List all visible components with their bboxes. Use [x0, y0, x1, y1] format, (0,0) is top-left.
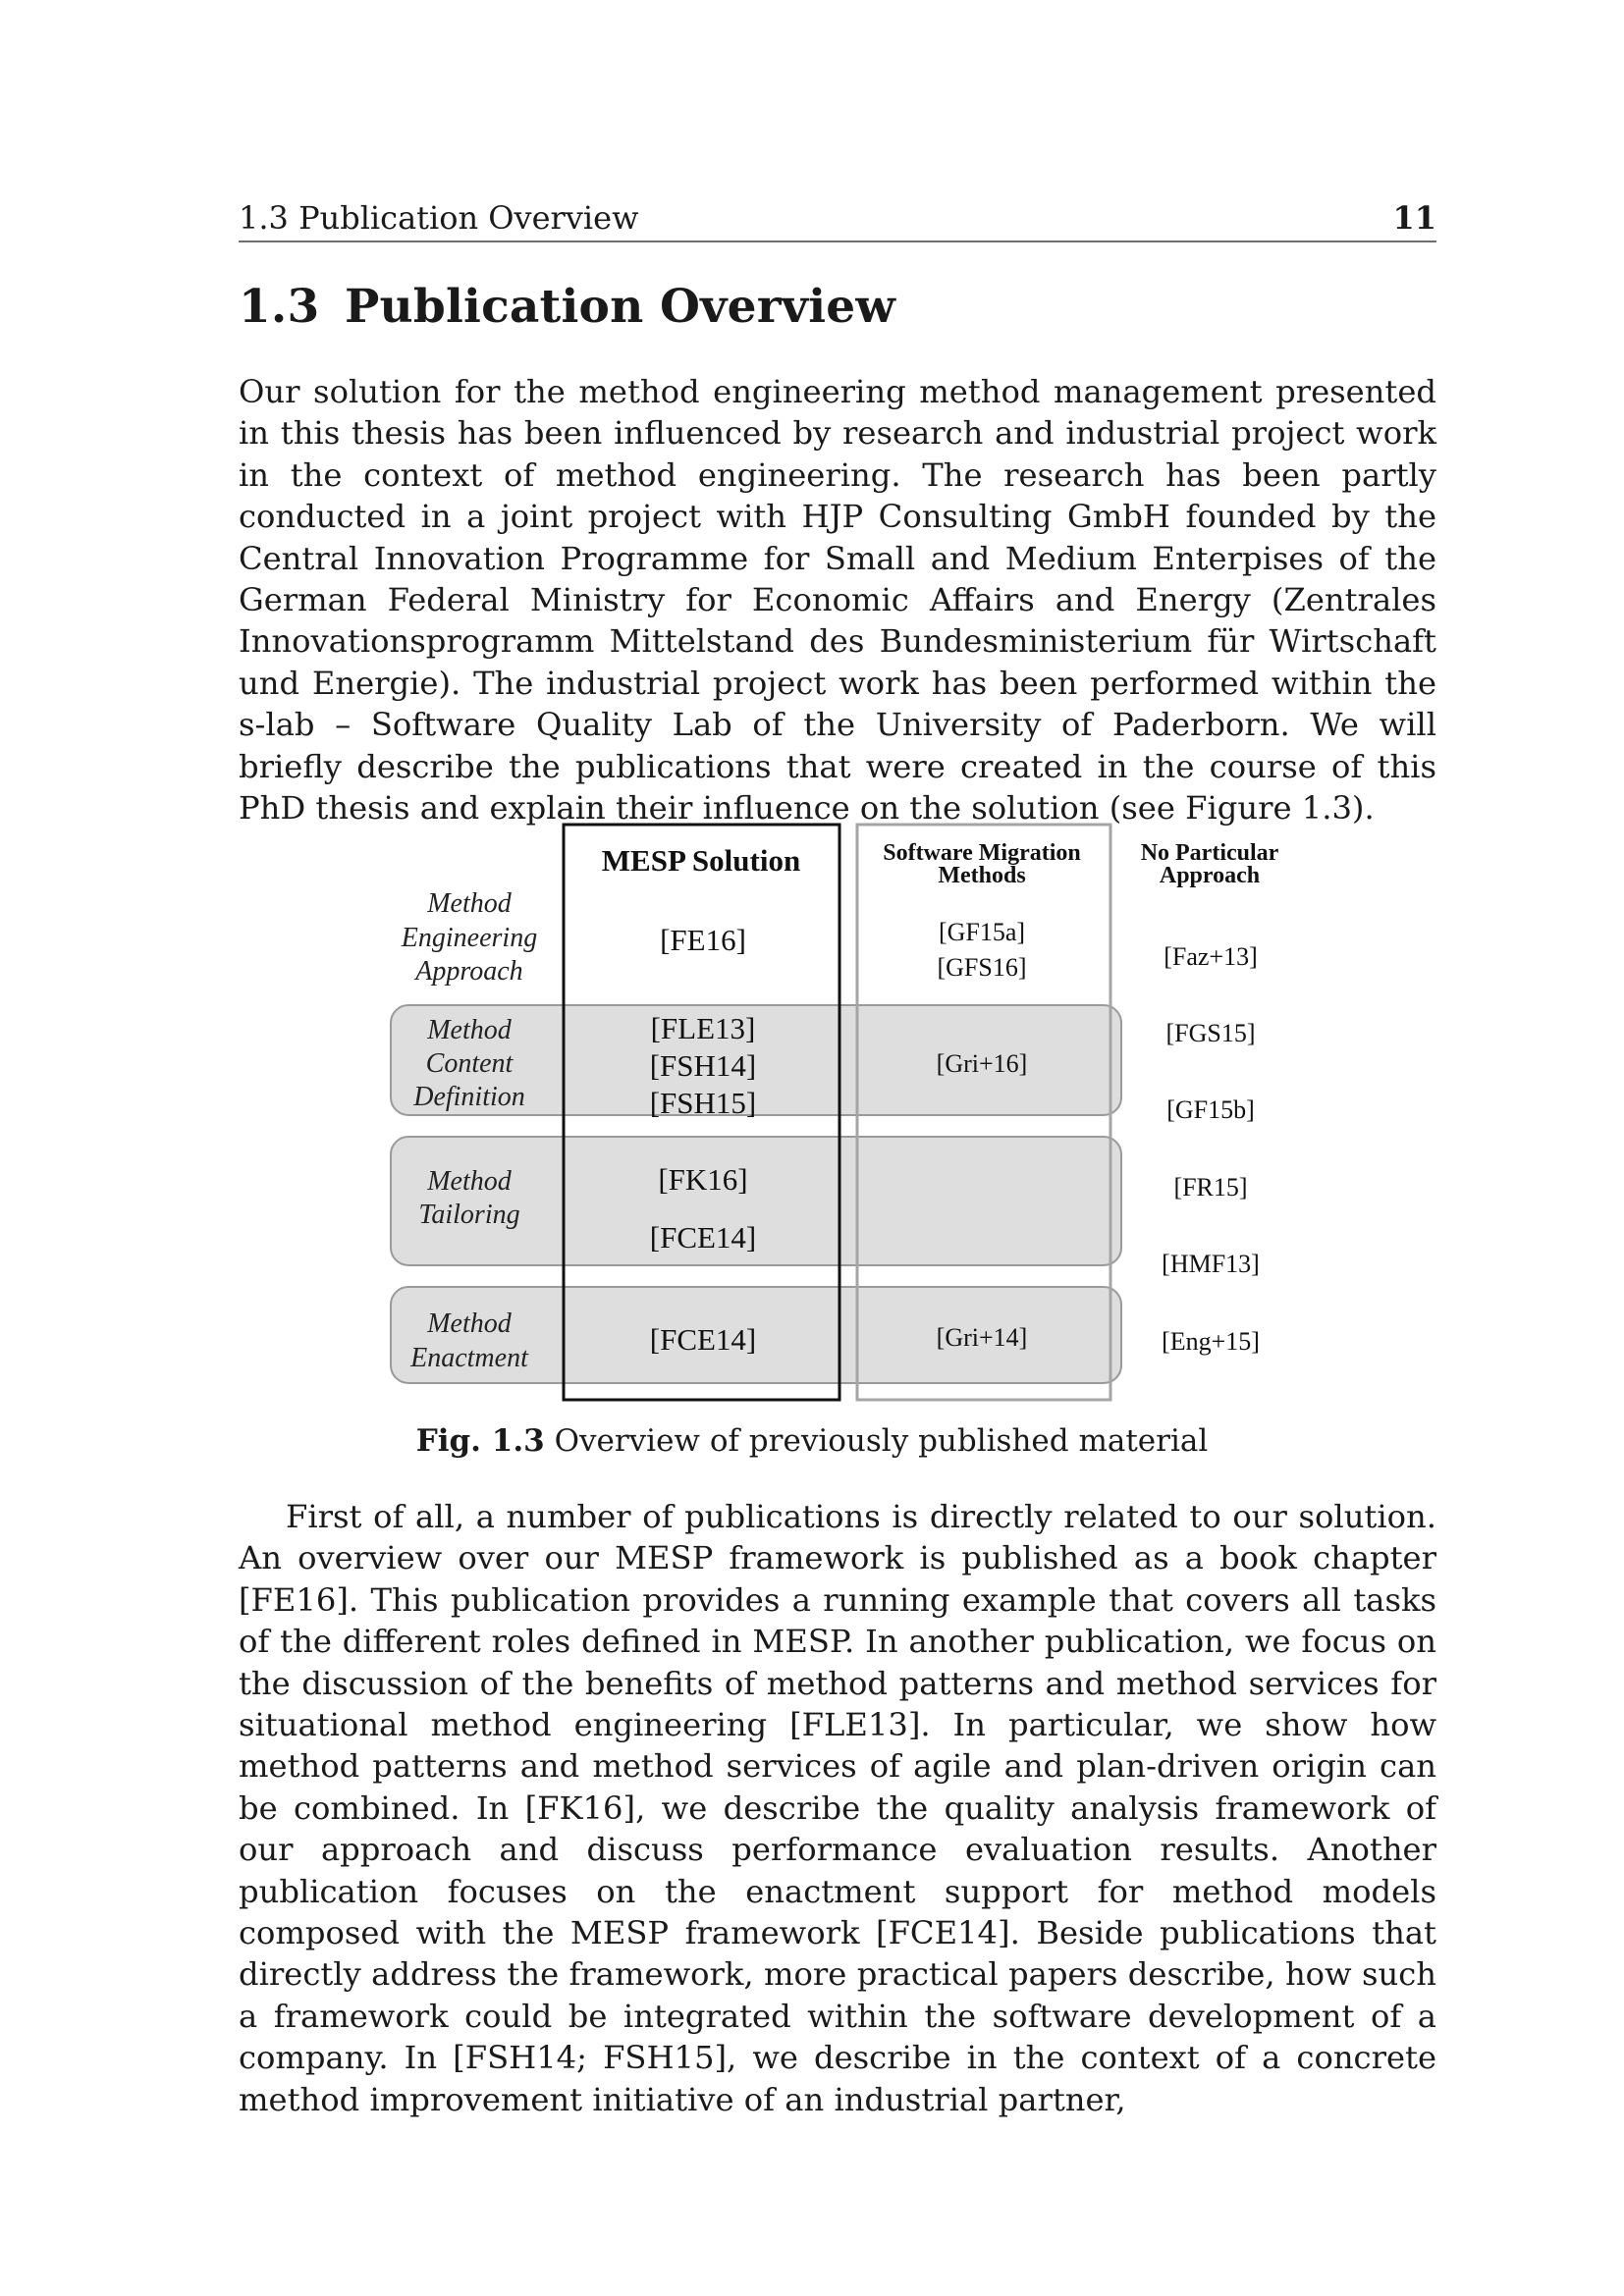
- cell-mesp-content-1: [FLE13]: [650, 1011, 756, 1045]
- figure-caption: [0, 1423, 1624, 1459]
- row-label-engineering-2: Engineering: [401, 923, 538, 953]
- row-label-content-3: Definition: [413, 1082, 525, 1112]
- cell-noparticular-6: [Eng+15]: [1162, 1327, 1260, 1356]
- row-label-engineering-3: Approach: [415, 956, 523, 987]
- section-title: Publication Overview: [345, 280, 896, 334]
- row-label-enactment-1: Method: [427, 1308, 512, 1339]
- cell-migration-content: [Gri+16]: [936, 1049, 1028, 1078]
- row-label-engineering-1: Method: [427, 888, 512, 919]
- cell-mesp-engineering: [FE16]: [660, 923, 746, 957]
- cell-mesp-content-2: [FSH14]: [649, 1048, 757, 1083]
- row-label-content-1: Method: [427, 1015, 512, 1045]
- cell-migration-engineering-2: [GFS16]: [937, 953, 1027, 982]
- row-label-enactment-2: Enactment: [410, 1343, 528, 1373]
- row-label-tailoring-2: Tailoring: [418, 1200, 520, 1230]
- mesp-column-header: MESP Solution: [601, 843, 801, 878]
- cell-noparticular-5: [HMF13]: [1162, 1250, 1260, 1278]
- cell-noparticular-1: [Faz+13]: [1164, 942, 1258, 971]
- cell-noparticular-2: [FGS15]: [1165, 1019, 1256, 1047]
- noparticular-column-header-line2: Approach: [1159, 863, 1261, 888]
- cell-migration-engineering-1: [GF15a]: [938, 918, 1026, 946]
- cell-mesp-tailoring-1: [FK16]: [658, 1162, 748, 1197]
- section-number: 1.3: [239, 280, 320, 334]
- migration-column-header-line2: Methods: [938, 863, 1026, 888]
- cell-noparticular-3: [GF15b]: [1166, 1095, 1255, 1124]
- running-title: 1.3 Publication Overview: [239, 199, 639, 237]
- caption-text: Overview of previously published material: [554, 1423, 1209, 1459]
- cell-mesp-tailoring-2: [FCE14]: [649, 1220, 757, 1255]
- page-number: 11: [1392, 199, 1436, 237]
- cell-noparticular-4: [FR15]: [1173, 1173, 1248, 1201]
- cell-mesp-content-3: [FSH15]: [649, 1086, 757, 1120]
- intro-paragraph: Our solution for the method engineering method management presented in this thesis has been influenced by research and industrial project work in the context of method engineering. The research has been partly conducted in a joint project with HJP Consulting GmbH founded by the Central Innovation Programme for Small and Medium Enterpises of the German Federal Ministry for Economic Affairs and Energy (Zentrales Innovationsprogramm Mittelstand des Bundesministerium für Wirtschaft und Energie). The industrial project work has been performed within the s-lab – Software Quality Lab of the University of Paderborn. We will briefly describe the publications that were created in the course of this PhD thesis and explain their influence on the solution (see Figure 1.3).: [239, 373, 1436, 828]
- cell-mesp-enactment: [FCE14]: [649, 1322, 757, 1357]
- cell-migration-enactment: [Gri+14]: [936, 1323, 1028, 1352]
- row-label-content-2: Content: [425, 1048, 514, 1079]
- row-label-tailoring-1: Method: [427, 1166, 512, 1197]
- caption-label: Fig. 1.3: [415, 1423, 545, 1459]
- body-paragraph: First of all, a number of publications is directly related to our solution. An overview over our MESP framework is published as a book chapter [FE16]. This publication provides a running example that covers all tasks of the different roles defined in MESP. In another publication, we focus on the discussion of the benefits of method patterns and method services for situational method engineering [FLE13]. In particular, we show how method patterns and method services of agile and plan-driven origin can be combined. In [FK16], we describe the quality analysis framework of our approach and discuss performance evaluation results. Another publication focuses on the enactment support for method models composed with the MESP framework [FCE14]. Beside publications that directly address the framework, more practical papers describe, how such a framework could be integrated within the software development of a company. In [FSH14; FSH15], we describe in the context of a concrete method improvement initiative of an industrial partner,: [239, 1498, 1436, 2118]
- noparticular-column-header-line1: No Particular: [1140, 840, 1279, 866]
- migration-column-header-line1: Software Migration: [883, 840, 1081, 866]
